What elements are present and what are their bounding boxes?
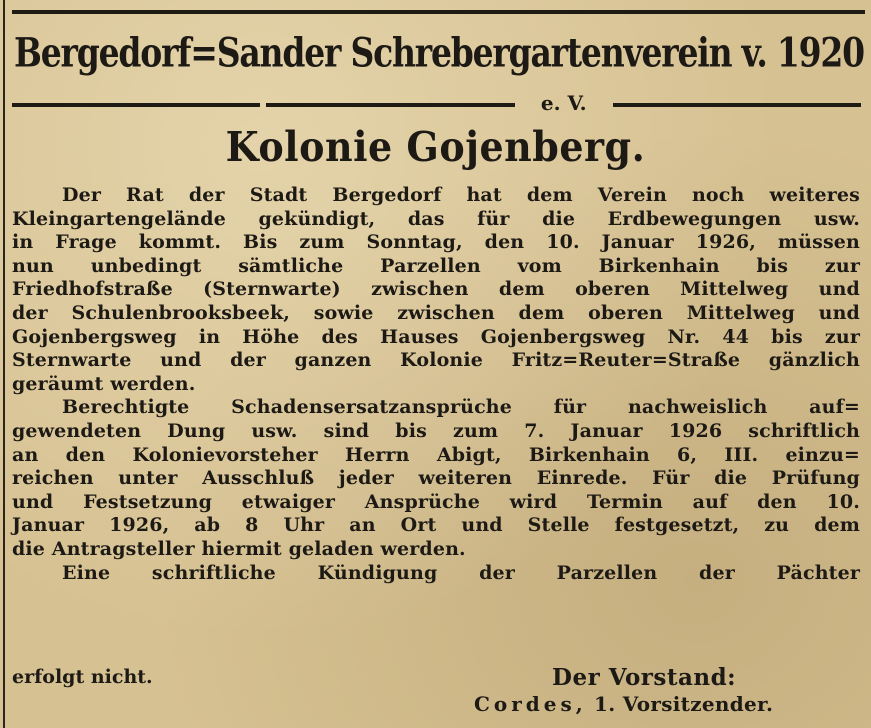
body-line: und Festsetzung etwaiger Ansprüche wird Termin auf den 10. [12,490,860,513]
body-line: die Antragsteller hiermit geladen werden. [12,537,466,560]
board-signature: Der Vorstand: [552,664,737,691]
subtitle-row [12,92,861,114]
body-line: Januar 1926, ab 8 Uhr an Ort und Stelle festgesetzt, zu dem [12,514,860,537]
clipping-edge [3,0,5,728]
body-line: Der Rat der Stadt Bergedorf hat dem Verein noch weiteres [62,184,860,206]
chairman-role: 1. Vorsitzender. [594,692,774,716]
body-line: geräumt werden. [12,372,196,395]
body-line: Sternwarte und der ganzen Kolonie Fritz=Reuter=Straße gänzlich [12,349,860,372]
body-line: gewendeten Dung usw. sind bis zum 7. Januar 1926 schriftlich [12,419,860,442]
chairman-name: Cordes, [474,692,587,716]
subtitle-rule-left-b [266,103,514,107]
notice-body [12,184,860,585]
body-line: an den Kolonievorsteher Herrn Abigt, Birkenhain 6, III. einzu= [12,443,860,466]
body-line: in Frage kommt. Bis zum Sonntag, den 10. Januar 1926, müssen [12,231,860,254]
body-line: der Schulenbrooksbeek, sowie zwischen dem oberen Mittelweg und [12,301,860,324]
chairman-signature [474,692,773,716]
body-line: Eine schriftliche Kündigung der Parzellen der Pächter [62,561,860,584]
closing-line: erfolgt nicht. [12,666,153,688]
body-line: reichen unter Ausschluß jeder weiteren Einrede. Für die Prüfung [12,467,860,490]
signature-row [12,666,860,692]
subtitle-ev: e. V. [540,91,587,115]
body-line: Friedhofstraße (Sternwarte) zwischen dem oberen Mittelweg und [12,278,860,301]
subtitle-rule-right [613,103,861,107]
body-line: Gojenbergsweg in Höhe des Hauses Gojenbergsweg Nr. 44 bis zur [12,325,860,348]
body-line: Berechtigte Schadensersatzansprüche für nachweislich auf= [62,396,860,419]
body-line: nun unbedingt sämtliche Parzellen vom Birkenhain bis zur [12,254,860,277]
colony-heading: Kolonie Gojenberg. [225,122,646,171]
subtitle-rule-left-a [12,103,260,107]
body-line: Kleingartengelände gekündigt, das für die Erdbewegungen usw. [12,207,860,230]
association-title: Bergedorf=Sander Schrebergartenverein v. 1920 [14,28,864,77]
